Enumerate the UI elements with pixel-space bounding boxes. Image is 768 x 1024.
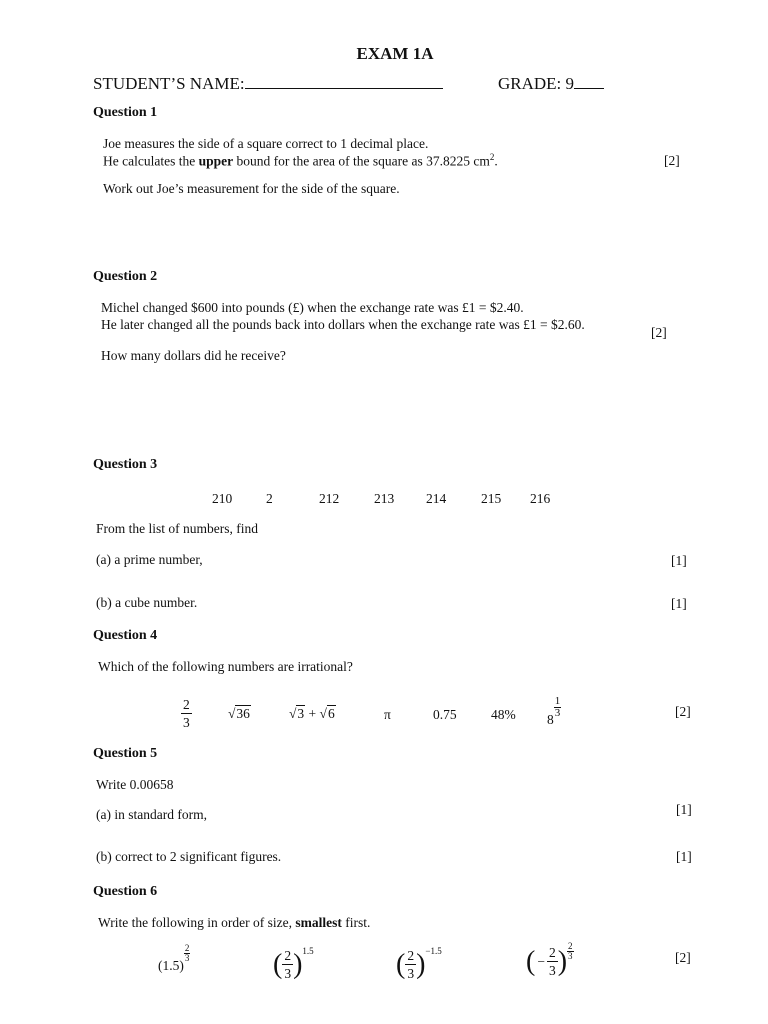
q6-e1-exp-den: 3 [184, 953, 190, 963]
q3-intro: From the list of numbers, find [96, 521, 258, 536]
q4-power-exp-num: 1 [554, 695, 561, 707]
q4-power-exp-den: 3 [554, 707, 561, 719]
grade-text: GRADE: 9 [498, 74, 575, 93]
q4-prompt: Which of the following numbers are irrational? [98, 659, 353, 674]
q1-line3: Work out Joe’s measurement for the side of the square. [103, 181, 400, 196]
q1-line2 [103, 152, 498, 170]
q6-heading: Question 6 [93, 884, 158, 899]
q4-power-base: 8 [547, 711, 554, 727]
q3-part-b: (b) a cube number. [96, 595, 198, 610]
student-name-label [93, 74, 443, 94]
q6-prompt [98, 915, 370, 931]
q4-sqrt6-radicand: 6 [327, 706, 335, 721]
q4-pi: π [384, 707, 391, 722]
q6-expr-4: ( − $\frac{2}{3}$ ) $\frac{2}{3}$ [526, 941, 573, 978]
q1-line2-bold: upper [198, 153, 234, 169]
q1-mark: [2] [664, 153, 680, 168]
q5-mark-b: [1] [676, 849, 692, 864]
q6-expr-1 [158, 943, 190, 973]
grade-blank[interactable] [574, 74, 604, 89]
q3-number-7: 216 [530, 491, 551, 506]
q5-part-a: (a) in standard form, [96, 807, 207, 822]
q1-line2-post: bound for the area of the square as 37.8225 cm [233, 153, 490, 169]
q6-e2-num: 2 [284, 948, 292, 963]
q4-heading: Question 4 [93, 628, 158, 643]
q3-mark-a: [1] [671, 553, 687, 568]
q3-part-a: (a) a prime number, [96, 552, 203, 567]
q6-expr-3: ( $\frac{2}{3}$ ) −1.5 [396, 945, 442, 981]
q3-number-2: 2 [266, 491, 273, 506]
q2-mark: [2] [651, 325, 667, 340]
q4-sqrt36: √36 [228, 706, 250, 721]
exam-title: EXAM 1A [356, 44, 434, 63]
q6-e4-sign: − [537, 953, 545, 969]
q2-line1: Michel changed $600 into pounds (£) when the exchange rate was £1 = $2.40. [101, 300, 524, 315]
q3-mark-b: [1] [671, 596, 687, 611]
q6-e1-base: (1.5) [158, 957, 184, 973]
q2-line2: He later changed all the pounds back into dollars when the exchange rate was £1 = $2.60. [101, 317, 585, 332]
grade-label [498, 74, 604, 94]
q1-line2-pre: He calculates the [103, 153, 199, 169]
q4-sqrt36-radicand: 36 [236, 706, 250, 721]
q4-frac-den: 3 [183, 714, 190, 730]
q5-prompt: Write 0.00658 [96, 777, 174, 792]
q1-line1: Joe measures the side of a square correct to 1 decimal place. [103, 136, 429, 151]
q6-e4-exp-num: 2 [568, 941, 573, 951]
q4-sqrt-sum: √3 + √6 [289, 706, 335, 721]
q4-mark: [2] [675, 704, 691, 719]
q6-e2-exp: 1.5 [302, 945, 314, 956]
q5-mark-a: [1] [676, 802, 692, 817]
q6-expr-2: ( $\frac{2}{3}$ ) 1.5 [273, 945, 314, 981]
q5-heading: Question 5 [93, 746, 158, 761]
q1-line2-end: . [494, 153, 498, 169]
student-name-blank[interactable] [245, 74, 443, 89]
q3-number-4: 213 [374, 491, 395, 506]
q1-heading: Question 1 [93, 105, 158, 120]
q6-e4-num: 2 [548, 945, 556, 960]
q3-heading: Question 3 [93, 457, 158, 472]
q6-prompt-pre: Write the following in order of size, [98, 915, 296, 930]
q2-line3: How many dollars did he receive? [101, 348, 286, 363]
q4-power [547, 695, 561, 727]
q4-sqrt3-radicand: 3 [297, 706, 305, 721]
q4-plus: + [308, 706, 317, 721]
q5-part-b: (b) correct to 2 significant figures. [96, 849, 282, 864]
student-name-text: STUDENT’S NAME: [93, 74, 245, 93]
q3-number-5: 214 [426, 491, 447, 506]
q6-e3-num: 2 [407, 948, 415, 963]
q6-prompt-post: first. [341, 915, 371, 930]
q6-e2-den: 3 [284, 965, 292, 981]
q6-e1-exp-num: 2 [184, 943, 190, 953]
q6-e3-den: 3 [407, 965, 415, 981]
q6-e4-exp-den: 3 [568, 951, 573, 961]
q6-e4-den: 3 [548, 962, 556, 978]
q4-percent: 48% [491, 707, 516, 722]
q3-number-3: 212 [319, 491, 340, 506]
q3-number-1: 210 [212, 491, 233, 506]
q4-decimal: 0.75 [433, 707, 457, 722]
q6-mark: [2] [675, 950, 691, 965]
q3-number-6: 215 [481, 491, 502, 506]
q4-frac-num: 2 [183, 697, 190, 712]
q2-heading: Question 2 [93, 269, 158, 284]
q1-line2-sup: 2 [489, 152, 495, 162]
q6-e3-exp: −1.5 [425, 945, 442, 956]
q4-fraction [181, 697, 192, 729]
q6-prompt-bold: smallest [295, 915, 342, 930]
